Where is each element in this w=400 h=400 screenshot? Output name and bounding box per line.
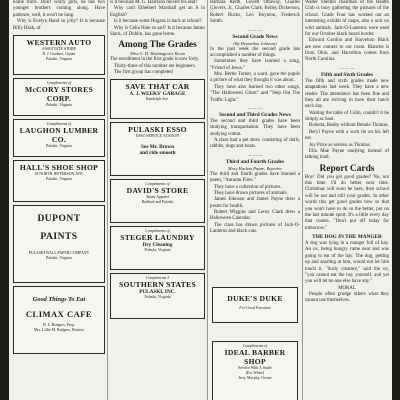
column-rule bbox=[107, 0, 108, 400]
ad-heading: DUPONT bbox=[37, 213, 81, 224]
fifth-sixth-grade-text bbox=[305, 79, 389, 162]
paragraph: A class had a pet show consisting of dolls, rabbits, dogs and boats. bbox=[210, 138, 300, 150]
paragraph: The third and fourth grades have learned a poem, "Autumn Fires." bbox=[210, 171, 300, 184]
paragraph: Ella Mae Payne studying instead of talking loud. bbox=[305, 148, 389, 161]
ad-place: Pulaski, Virginia bbox=[144, 295, 171, 300]
paragraph: The first group has completed bbox=[114, 70, 173, 75]
ad-place: Pulaski, Virginia bbox=[46, 102, 72, 107]
paragraph: Why can't Ethelbert Marshall get an A in English? bbox=[110, 6, 205, 18]
ad-line: PULASKI, INC. bbox=[139, 289, 176, 296]
paragraph: People often grudge others what they cannot use themselves. bbox=[305, 292, 389, 304]
column-4 bbox=[305, 0, 389, 400]
paragraph: Sometimes they have learned a song, "Friend of Jesus." bbox=[210, 59, 300, 71]
ad-line: ASSOCIATE STORE bbox=[41, 46, 77, 51]
paragraph: Edward Gordon and Harvelton Black are new comers to our room. Blanche is from Ohio, and Harvelton comes from North Carolina. bbox=[305, 38, 389, 63]
ad-compliments: Compliments of bbox=[46, 121, 72, 126]
ad-place: Pulaski, Virginia bbox=[46, 143, 72, 148]
paragraph: They have a collection of pictures. bbox=[214, 184, 282, 190]
paragraph: Robert Wiggins and Leroy Clark drew a Halloween Calendar. bbox=[210, 210, 300, 222]
third-fourth-grade-text bbox=[210, 172, 300, 236]
ad-heading: IDEAL BARBER SHOP bbox=[224, 348, 286, 366]
paragraph: Is it because some Hogans is back at school? bbox=[114, 19, 202, 25]
ad-climax-cafe bbox=[13, 286, 105, 354]
ad-southern-states bbox=[110, 273, 205, 319]
ad-line: 18 NORTH JEFFERSON AVE. bbox=[34, 171, 84, 176]
ad-line: Dry Cleaning bbox=[142, 242, 173, 249]
ad-weeks-garage bbox=[110, 79, 205, 119]
subheading: THE DOG IN THE MANGER bbox=[312, 234, 382, 240]
column-rule bbox=[207, 0, 208, 400]
paragraph: The fifth and sixth grades made new adaptations last week. They have a new reader. The attendance has been fine and they all are striving to have their lunch each day. bbox=[305, 78, 389, 110]
section-heading: Among The Grades bbox=[118, 40, 197, 51]
ad-line: For Good Furniture bbox=[239, 306, 271, 310]
byline: (By Hermelina Johnson) bbox=[233, 40, 277, 46]
divider: — — — bbox=[247, 151, 263, 157]
ad-compliments: Compliments of bbox=[145, 229, 170, 234]
ad-line: Pulaski, Virginia bbox=[46, 176, 72, 181]
dog-manger-text bbox=[305, 241, 389, 305]
ad-tagline: Good Things To Eat bbox=[32, 295, 86, 303]
ad-dukes-duke bbox=[212, 287, 298, 323]
ad-davids-store bbox=[110, 179, 205, 223]
ad-heading: STEGER LAUNDRY bbox=[120, 233, 195, 243]
ad-compliments: Compliments of bbox=[145, 182, 170, 187]
byline: Mary Harless Payne, Reporter bbox=[227, 165, 283, 171]
ad-line: Mrs. Lillie M. Rodgers, Hostess bbox=[33, 327, 85, 332]
ad-halls-shoe-shop bbox=[13, 160, 105, 202]
paragraph: MORAL bbox=[338, 285, 356, 291]
ad-compliments: Compliments of bbox=[242, 344, 268, 348]
ad-line: PULASKI WALL PAPER COMPANY bbox=[28, 250, 90, 255]
paragraph: is it because M. G. Harrison moved his seat? bbox=[110, 0, 198, 5]
ad-place: Pulaski, Virginia bbox=[46, 57, 72, 62]
ad-heading: CLIMAX CAFE bbox=[25, 308, 93, 319]
ad-heading: WESTERN AUTO bbox=[26, 37, 92, 47]
grade-text bbox=[110, 57, 205, 76]
subheading: Fifth and Sixth Grades bbox=[321, 71, 373, 78]
ad-dupont-paints bbox=[13, 205, 105, 283]
ad-line: R. J. Gardner, Owner bbox=[42, 51, 76, 56]
ad-heading: SOUTHERN STATES bbox=[118, 280, 196, 290]
paragraph: Boy! Did you get good grades? No, not this time. I'll do better next time. Christmas will soon be here, then school will be out and still your grades. In other words this get good grades now so that you won't have to do so the better, put on the last minute sport. It's a little every day that counts. "Don't put off today for tomorrow." bbox=[305, 174, 389, 231]
paragraph: Thirty-three of this number are beginners. bbox=[114, 63, 197, 69]
paragraph: Joy Price as serious as Thomas. bbox=[309, 142, 371, 148]
paragraph: Waiting the table of Colin, couldn't it be simply as Saul. bbox=[305, 110, 389, 122]
column-1 bbox=[13, 0, 105, 400]
paragraph: Beryl Payne with a sock tie on his left ear. bbox=[305, 129, 389, 142]
ad-compliments-text: Compliments 3 bbox=[145, 276, 170, 281]
section-heading: Report Cards bbox=[319, 163, 375, 174]
paragraph: Mrs. Bertie Turner, a ward, gave the pupils a picture of what they thought it was about. bbox=[210, 72, 300, 84]
ad-heading: DAVID'S STORE bbox=[126, 186, 189, 196]
ad-compliments: Compliments of bbox=[46, 80, 72, 85]
subheading: Second Grade News bbox=[232, 33, 278, 40]
newspaper-page bbox=[9, 0, 392, 400]
ad-heading: DUKE'S DUKE bbox=[227, 294, 283, 303]
ad-heading: SAVE THAT CAR bbox=[125, 82, 190, 92]
column-4-top-text bbox=[305, 0, 389, 64]
paragraph: Why is Celia Hale so sad? Is it because James Slack, of Dublin, has gone home. bbox=[110, 25, 205, 37]
subheading: Third and Fourth Grades bbox=[225, 158, 285, 165]
ad-place: Pulaski, Virginia bbox=[46, 255, 72, 260]
ad-heading: LAUGHON LUMBER CO. bbox=[19, 125, 99, 144]
ad-heading: PULASKI ESSO bbox=[128, 125, 187, 135]
paragraph: Why is Evelyn Hand so jolly? It is because Billy Hash, of bbox=[13, 19, 105, 31]
divider: — — — bbox=[339, 64, 355, 70]
byline: Miss G. H. Washington's Room bbox=[130, 51, 185, 57]
divider: — — — bbox=[247, 104, 263, 110]
column-3-top-text bbox=[210, 0, 300, 26]
paragraph: home truck. Don't worry girls, he has two younger brothers coming along. Have patience, well, it won't be long. bbox=[13, 0, 105, 18]
second-grade-text bbox=[210, 47, 300, 104]
paragraph: They have also learned two other songs, "The Halloween Ghost" and "Step Out The Traffic Light." bbox=[210, 84, 300, 103]
column-3 bbox=[210, 0, 300, 400]
ad-steger-laundry bbox=[110, 226, 205, 270]
ad-ideal-barber-shop bbox=[212, 341, 298, 400]
ad-line: A. J. WEEKS' GARAGE bbox=[129, 91, 186, 98]
column-2-top-text bbox=[110, 0, 205, 38]
ad-mccory-stores bbox=[13, 78, 105, 116]
paragraph: In the past week the second grade has accomplished a number of things. bbox=[210, 46, 300, 58]
column-rule bbox=[302, 0, 303, 400]
paragraph: James Johnson and James Payne drew a poster for health. bbox=[210, 197, 300, 209]
report-cards-text bbox=[305, 175, 389, 232]
ad-heading: PAINTS bbox=[40, 231, 78, 242]
column-1-top-text bbox=[13, 0, 105, 32]
paragraph: The class has drawn pictures of Jack-O-Lanterns and black cats. bbox=[210, 222, 300, 235]
ad-line: Smart Apparel bbox=[146, 195, 169, 200]
ad-line: ESSO SERVICE STATION bbox=[135, 134, 180, 139]
column-2 bbox=[110, 0, 205, 400]
ad-line: Radford and Pulaski bbox=[141, 200, 174, 205]
paragraph: Roberta, Reaby without Bennie Thomas. bbox=[309, 123, 389, 129]
paragraph: A dog was lying in a manger full of hay. An ox, being hungry came near and was going to eat of the hay. The dog, getting up and snarling at him, would not let him touch it. "Surly creature," said the ox, "you cannot eat the hay yourself, and yet you will let no one else have any." bbox=[305, 241, 389, 285]
ad-western-auto bbox=[13, 35, 105, 75]
paragraph: The enrollment in the first grade is now forty. bbox=[110, 57, 200, 63]
ad-line: and ride smooth bbox=[139, 150, 176, 157]
ad-line: See Mr. Brown bbox=[141, 144, 174, 151]
ad-place: Pulaski, Virginia bbox=[144, 248, 171, 253]
ad-line: (For White) bbox=[245, 371, 265, 376]
paragraph: Walter Shelton chairman of the Health Club is busy gathering the pictures of the school. Grade Four has worked out an interesting exhibit of maps, also a unit on wild animals. Jack-O-Lanterns were used for our October black board border. bbox=[305, 0, 389, 37]
ad-line: Service With A Smile bbox=[238, 366, 272, 370]
ad-pulaski-esso bbox=[110, 122, 205, 176]
ad-line: H. L. Rodgers, Prop. bbox=[42, 322, 76, 327]
subheading: Second and Third Grades News bbox=[219, 111, 291, 118]
ad-line: Randolph Ave. bbox=[145, 97, 170, 102]
ad-line: Jerry Murphy, Owner bbox=[238, 376, 272, 381]
paragraph: Barbara Rerth, Lowell Ottaway, Charles Glovers, Jr., Charles Clark, Bobby Dickerson, Robert Rucks, Leo Boynton, Frederick Smith. bbox=[210, 0, 300, 25]
ad-heading: HALL'S SHOE SHOP bbox=[19, 162, 99, 172]
paragraph: They have drawn pictures of animals. bbox=[214, 190, 288, 196]
ad-heading: McCORY STORES CORP. bbox=[25, 84, 93, 103]
second-third-grade-text bbox=[210, 119, 300, 151]
paragraph: The second and third grades have been studying transportation. They have been studying cotton. bbox=[210, 118, 300, 137]
ad-laughon-lumber bbox=[13, 119, 105, 157]
divider: — — — bbox=[247, 26, 263, 32]
